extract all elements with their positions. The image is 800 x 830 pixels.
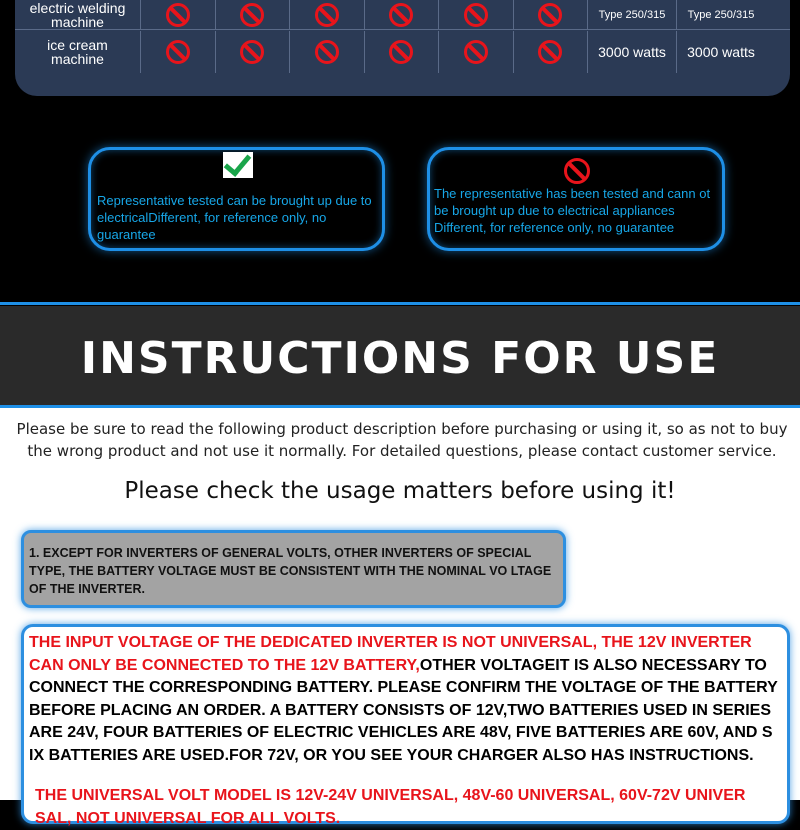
divider — [0, 302, 800, 305]
prohibited-icon — [315, 3, 339, 27]
prohibited-icon — [240, 40, 264, 64]
prohibited-icon — [464, 3, 488, 27]
check-title: Please check the usage matters before using it! — [124, 478, 676, 504]
legend-tested-text: Representative tested can be brought up due to electricalDifferent, for reference only, no guarantee — [97, 193, 372, 242]
row-label-line: ice cream — [47, 37, 108, 53]
table-cell — [364, 31, 439, 73]
compatibility-section — [0, 0, 800, 306]
row-label-line: electric welding — [29, 0, 126, 16]
legend-not-tested — [427, 147, 725, 251]
prohibited-icon — [538, 40, 562, 64]
prohibited-icon — [564, 158, 590, 184]
instructions-banner — [0, 306, 800, 408]
legend-not-tested-text: The representative has been tested and cann ot be brought up due to electrical appliances Different, for reference only, no guarantee — [434, 186, 711, 235]
table-cell: Type 250/315 — [676, 0, 765, 29]
note-1-box — [21, 530, 566, 608]
check-icon — [223, 152, 253, 178]
note-2-warning: THE INPUT VOLTAGE OF THE DEDICATED INVERTER IS NOT UNIVERSAL, THE 12V INVERTER CAN ONLY BE CONNECTED TO THE 12V BATTERY, — [29, 634, 752, 674]
table-cell — [364, 0, 439, 29]
banner-title: INSTRUCTIONS FOR USE — [80, 333, 720, 384]
table-cell — [513, 31, 588, 73]
prohibited-icon — [389, 40, 413, 64]
table-cell — [513, 0, 588, 29]
table-cell — [215, 0, 290, 29]
prohibited-icon — [464, 40, 488, 64]
note-2-details: OTHER VOLTAGEIT IS ALSO NECESSARY TO CONNECT THE CORRESPONDING BATTERY. PLEASE CONFIRM THE VOLTAGE OF THE BATTERY BEFORE PLACING AN ORDER. A BATTERY CONSISTS OF 12V,TWO BATTERIES USED IN SERIES ARE 24V, FOUR BATTERIES OF ELECTRIC VEHICLES ARE 48V, FIVE BATTERIES ARE 60V, AND S IX BATTERIES ARE USED.FOR 72V, OR YOU SEE YOUR CHARGER ALSO HAS INSTRUCTIONS. — [29, 656, 778, 764]
table-row — [15, 31, 790, 73]
table-cell — [289, 31, 364, 73]
prohibited-icon — [166, 40, 190, 64]
row-label-line: machine — [51, 13, 104, 30]
row-label-line: machine — [51, 51, 104, 67]
instructions-content — [0, 408, 800, 827]
table-cell — [215, 31, 290, 73]
table-cell — [289, 0, 364, 29]
table-cell: 3000 watts — [676, 31, 765, 73]
compatibility-table — [15, 0, 790, 96]
legend-tested — [88, 147, 385, 251]
note-1-text: 1. EXCEPT FOR INVERTERS OF GENERAL VOLTS, OTHER INVERTERS OF SPECIAL TYPE, THE BATTERY VOLTAGE MUST BE CONSISTENT WITH THE NOMINAL VO LTAGE OF THE INVERTER. — [29, 546, 552, 596]
prohibited-icon — [538, 3, 562, 27]
row-label — [15, 31, 140, 73]
prohibited-icon — [240, 3, 264, 27]
table-cell — [438, 31, 513, 73]
note-2-box — [21, 624, 790, 827]
prohibited-icon — [389, 3, 413, 27]
row-label — [15, 0, 140, 29]
table-cell: 3000 watts — [587, 31, 676, 73]
intro-text: Please be sure to read the following product description before purchasing or using it, so as not to buy the wrong product and not use it normally. For detailed questions, please contact customer service. — [16, 420, 788, 460]
table-cell — [140, 0, 215, 29]
table-row — [15, 0, 790, 30]
table-cell — [140, 31, 215, 73]
note-2-text — [29, 632, 781, 767]
prohibited-icon — [166, 3, 190, 27]
table-cell — [438, 0, 513, 29]
table-cell: Type 250/315 — [587, 0, 676, 29]
universal-note: THE UNIVERSAL VOLT MODEL IS 12V-24V UNIVERSAL, 48V-60 UNIVERSAL, 60V-72V UNIVER SAL, NOT UNIVERSAL FOR ALL VOLTS. — [35, 787, 746, 827]
prohibited-icon — [315, 40, 339, 64]
